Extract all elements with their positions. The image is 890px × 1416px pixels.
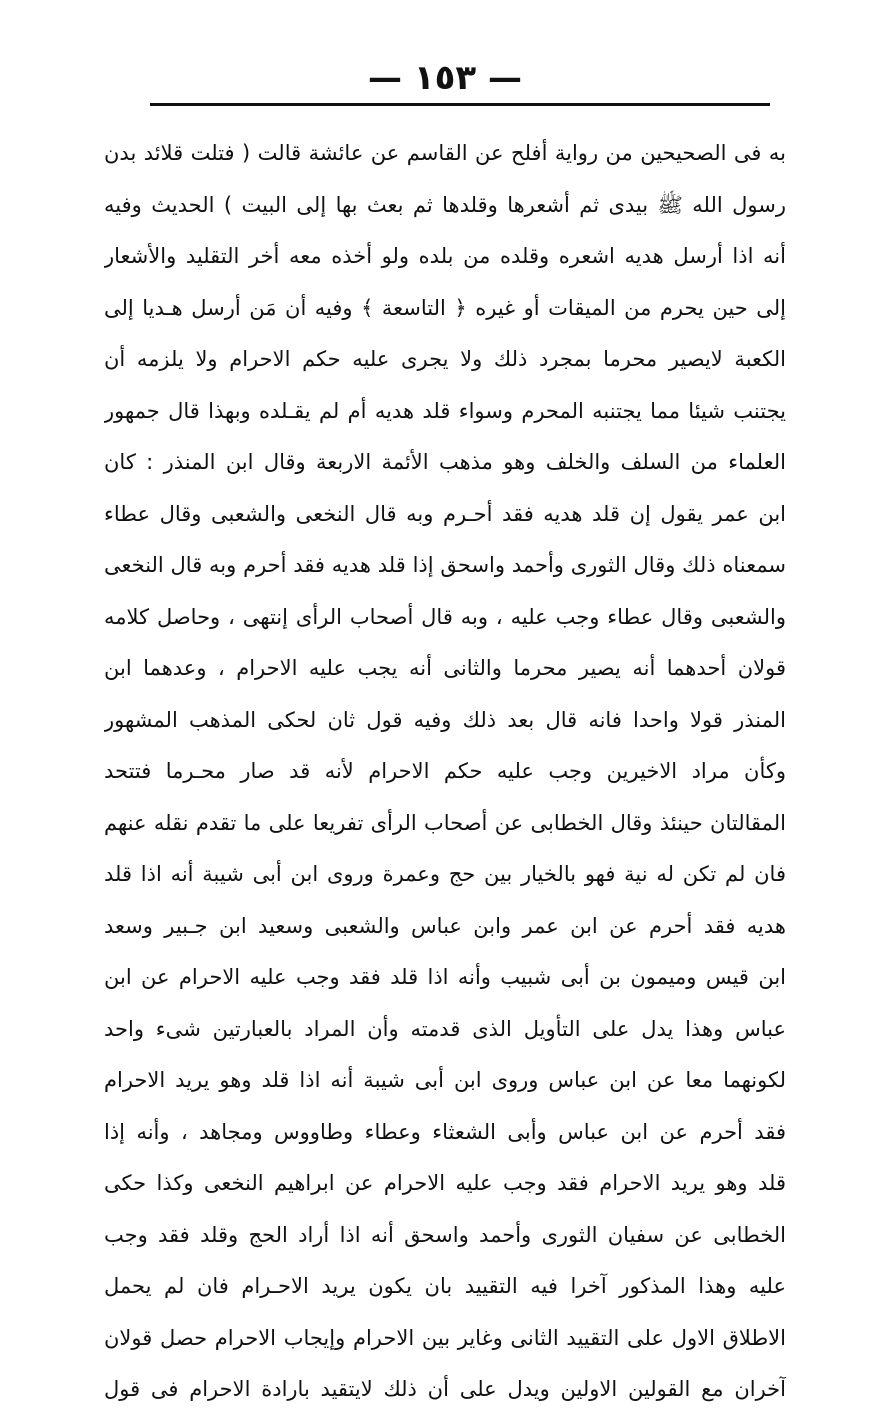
text-line: وكأن مراد الاخيرين وجب عليه حكم الاحرام لأنه قد صار محـرما فتتحد (104, 759, 786, 783)
text-line: عليه وهذا المذكور آخرا فيه التقييد بان يكون يريد الاحـرام فان لم يحمل (104, 1274, 786, 1298)
text-line: لكونهما معا عن ابن عباس وروى ابن أبى شيبة أنه اذا قلد وهو يريد الاحرام (104, 1068, 786, 1092)
text-line: فان لم تكن له نية فهو بالخيار بين حج وعمرة وروى ابن أبى شيبة أنه اذا قلد (104, 862, 786, 886)
text-line: العلماء من السلف والخلف وهو مذهب الأئمة الاربعة وقال ابن المنذر : كان (104, 450, 786, 474)
text-line: ابن عمر يقول إن قلد هديه فقد أحـرم وبه قال النخعى والشعبى وقال عطاء (104, 501, 786, 526)
text-line: قلد وهو يريد الاحرام فقد وجب عليه الاحرام عن ابراهيم النخعى وكذا حكى (104, 1171, 786, 1195)
text-line: إلى حين يحرم من الميقات أو غيره ﴿ التاسعة ﴾ وفيه أن مَن أرسل هـديا إلى (104, 295, 786, 320)
page-number: — ١٥٣ — (368, 58, 522, 98)
text-line: المنذر قولا واحدا فانه قال بعد ذلك وفيه قول ثان لحكى المذهب المشهور (104, 707, 786, 732)
text-line: والشعبى وقال عطاء وجب عليه ، وبه قال أصحاب الرأى إنتهى ، وحاصل كلامه (104, 604, 786, 629)
text-line: فقد أحرم عن ابن عباس وأبى الشعثاء وعطاء وطاووس ومجاهد ، وأنه إذا (104, 1119, 786, 1144)
text-line: الكعبة لايصير محرما بمجرد ذلك ولا يجرى عليه حكم الاحرام ولا يلزمه أن (104, 347, 786, 371)
text-line: الخطابى عن سفيان الثورى وأحمد واسحق أنه اذا أراد الحج وقلد فقد وجب (104, 1222, 786, 1247)
text-line: يجتنب شيئا مما يجتنبه المحرم وسواء قلد هديه أم لم يقـلده وبهذا قال جمهور (104, 398, 786, 423)
text-line: عباس وهذا يدل على التأويل الذى قدمته وأن المراد بالعبارتين شىء واحد (104, 1016, 786, 1041)
body-text (104, 128, 786, 1416)
text-line: رسول الله ﷺ بيدى ثم أشعرها وقلدها ثم بعث بها إلى البيت ) الحديث وفيه (104, 192, 786, 217)
text-line: ابن قيس وميمون بن أبى شبيب وأنه اذا قلد فقد وجب عليه الاحرام عن ابن (104, 965, 786, 989)
text-line: قولان أحدهما أنه يصير محرما والثانى أنه يجب عليه الاحرام ، وعدهما ابن (104, 656, 786, 680)
text-line: سمعناه ذلك وقال الثورى وأحمد واسحق إذا قلد هديه فقد أحرم وبه قال النخعى (104, 553, 786, 577)
text-line: آخران مع القولين الاولين ويدل على أن ذلك لايتقيد بارادة الاحرام فى قول (104, 1377, 786, 1401)
text-line: الاطلاق الاول على التقييد الثانى وغاير بين الاحرام وإيجاب الاحرام حصل قولان (104, 1325, 786, 1350)
text-line: به فى الصحيحين من رواية أفلح عن القاسم عن عائشة قالت ( فتلت قلائد بدن (104, 141, 786, 165)
text-line: أنه اذا أرسل هديه اشعره وقلده من بلده ولو أخذه معه أخر التقليد والأشعار (104, 244, 786, 268)
text-line: المقالتان حينئذ وقال الخطابى عن أصحاب الرأى تفريعا على ما تقدم نقله عنهم (104, 810, 786, 835)
header-rule (150, 103, 770, 106)
text-line: هديه فقد أحرم عن ابن عمر وابن عباس والشعبى وسعيد ابن جـبير وسعد (104, 913, 786, 938)
